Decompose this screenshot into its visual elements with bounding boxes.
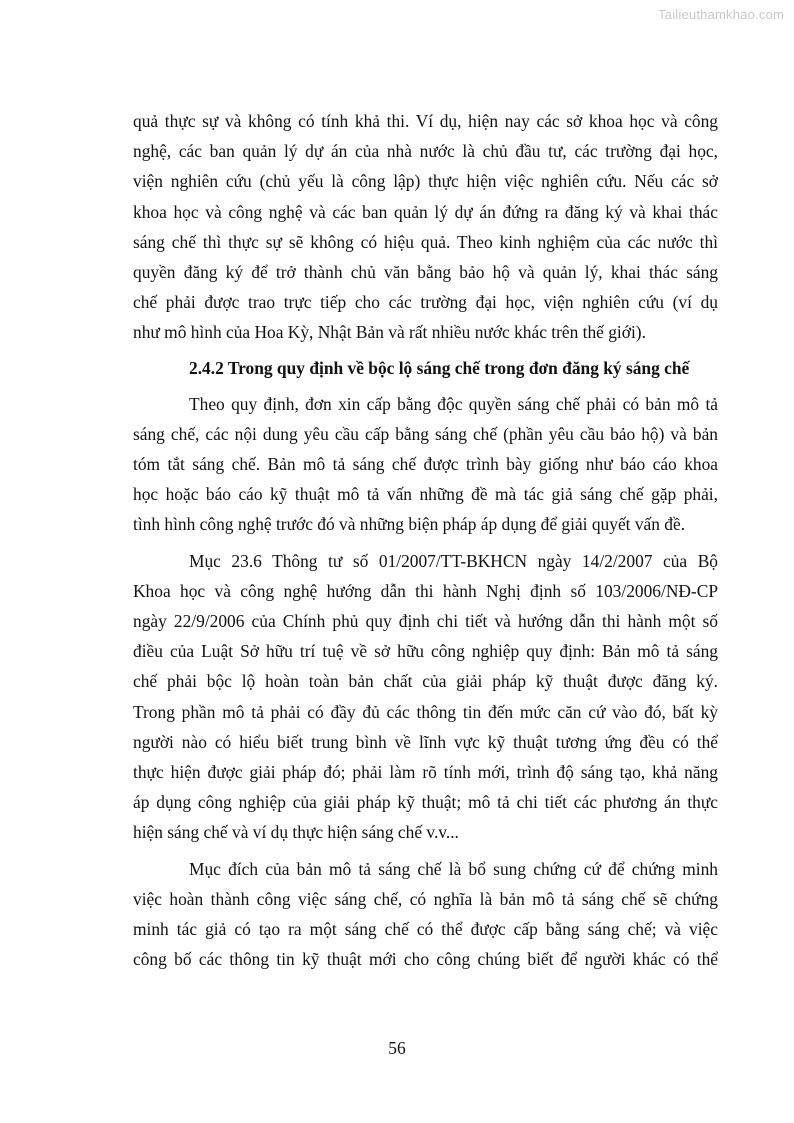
text-line: như mô hình của Hoa Kỳ, Nhật Bản và rất nhiều nước khác trên thế giới). [133, 322, 646, 343]
text-line: sáng chế, các nội dung yêu cầu cấp bằng sáng chế (phần yêu cầu bảo hộ) và bản [133, 423, 718, 444]
page-number: 56 [388, 1038, 406, 1058]
text-line: học hoặc báo cáo kỹ thuật mô tả vấn những đề mà tác giả sáng chế gặp phải, [133, 484, 718, 505]
text-line: thực hiện được giải pháp đó; phải làm rõ tính mới, trình độ sáng tạo, khả năng [133, 762, 718, 783]
text-line: Theo quy định, đơn xin cấp bằng độc quyền sáng chế phải có bản mô tả [189, 393, 718, 414]
text-line: sáng chế thì thực sự sẽ không có hiệu quả. Theo kinh nghiệm của các nước thì [133, 231, 718, 252]
text-line: viện nghiên cứu (chủ yếu là công lập) thực hiện việc nghiên cứu. Nếu các sở [133, 171, 718, 192]
text-line: áp dụng công nghiệp của giải pháp kỹ thuật; mô tả chi tiết các phương án thực [133, 792, 718, 813]
text-line: Mục đích của bản mô tả sáng chế là bổ sung chứng cứ để chứng minh [189, 858, 718, 879]
text-line: quả thực sự và không có tính khả thi. Ví dụ, hiện nay các sở khoa học và công [133, 111, 718, 131]
text-line: khoa học và công nghệ và các ban quản lý dự án đứng ra đăng ký và khai thác [133, 201, 718, 222]
text-line: công bố các thông tin kỹ thuật mới cho công chúng biết để người khác có thể [133, 949, 718, 970]
text-line: điều của Luật Sở hữu trí tuệ về sở hữu công nghiệp quy định: Bản mô tả sáng [133, 641, 718, 662]
text-line: tình hình công nghệ trước đó và những biện pháp áp dụng để giải quyết vấn đề. [133, 514, 686, 535]
paragraph-purpose [133, 854, 718, 975]
text-line: hiện sáng chế và ví dụ thực hiện sáng chế v.v... [133, 822, 459, 843]
text-line: người nào có hiểu biết trung bình về lĩnh vực kỹ thuật tương ứng đều có thể [133, 731, 718, 752]
text-line: quyền đăng ký để trở thành chủ văn bằng bảo hộ và quản lý, khai thác sáng [133, 262, 718, 283]
text-line: tóm tắt sáng chế. Bản mô tả sáng chế được trình bày giống như báo cáo khoa [133, 454, 718, 475]
watermark-text: Tailieuthamkhao.com [658, 7, 784, 22]
text-line: ngày 22/9/2006 của Chính phủ quy định chi tiết và hướng dẫn thi hành một số [133, 611, 718, 632]
text-line: minh tác giả có tạo ra một sáng chế có thể được cấp bằng sáng chế; và việc [133, 919, 718, 940]
paragraph-regulation [133, 389, 718, 540]
section-heading: 2.4.2 Trong quy định về bộc lộ sáng chế trong đơn đăng ký sáng chế [189, 358, 690, 379]
text-line: nghệ, các ban quản lý dự án của nhà nước là chủ đầu tư, các trường đại học, [133, 141, 718, 162]
text-line: Mục 23.6 Thông tư số 01/2007/TT-BKHCN ngày 14/2/2007 của Bộ [189, 550, 718, 571]
text-line: chế phải được trao trực tiếp cho các trường đại học, viện nghiên cứu (ví dụ [133, 292, 718, 313]
text-line: Khoa học và công nghệ hướng dẫn thi hành Nghị định số 103/2006/NĐ-CP [133, 580, 718, 601]
text-line: chế phải bộc lộ hoàn toàn bản chất của giải pháp kỹ thuật được đăng ký. [133, 671, 718, 692]
document-body [133, 106, 718, 974]
paragraph-circular [133, 546, 718, 848]
text-line: việc hoàn thành công việc sáng chế, có nghĩa là bản mô tả sáng chế sẽ chứng [133, 888, 718, 909]
text-line: Trong phần mô tả phải có đầy đủ các thông tin đến mức căn cứ vào đó, bất kỳ [133, 701, 718, 722]
paragraph-intro-continuation [133, 106, 718, 348]
